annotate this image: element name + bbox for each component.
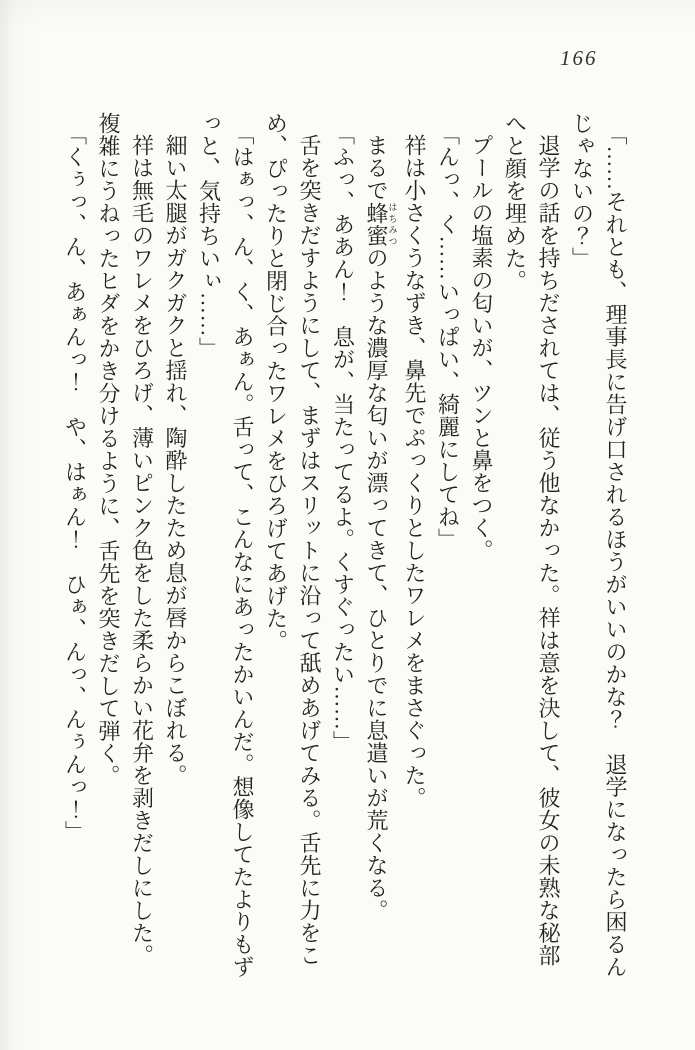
text-line: 細い太腿がガクガクと揺れ、陶酔したため息が唇からこぼれる。 xyxy=(163,134,188,787)
text-line: 「んっ、く……いっぱい、綺麗にしてね」 xyxy=(435,123,461,551)
text-line: っと、気持ちいぃ……」 xyxy=(196,112,222,360)
page-number: 166 xyxy=(560,46,598,70)
text-line: 複雑にうねったヒダをかき分けるように、舌先を突きだして弾く。 xyxy=(96,112,121,787)
text-line: め、ぴったりと閉じ合ったワレメをひろげてあげた。 xyxy=(263,112,289,652)
text-line: 「くぅっ、ん、あぁんっ！ や、はぁん！ ひぁ、んっ、んぅんっ！」 xyxy=(62,123,88,843)
text-line: 退学の話を持ちだされては、従う他なかった。祥は意を決して、彼女の未熟な秘部 xyxy=(536,134,561,967)
text-line: プールの塩素の匂いが、ツンと鼻をつく。 xyxy=(469,134,494,562)
text-line: まるで蜂蜜はちみつのような濃厚な匂いが漂ってきて、ひとりでに息遣いが荒くなる。 xyxy=(364,134,398,922)
furigana-reading: はちみつ xyxy=(387,201,398,247)
text-line: 舌を突きだすようにして、まずはスリットに沿って舐めあげてみる。舌先に力をこ xyxy=(297,134,322,967)
text-line: 「ふっ、ああん！ 息が、当たってるよ。くすぐったい……」 xyxy=(330,123,356,753)
text-line: 祥は小さくうなずき、鼻先でぷっくりとしたワレメをまさぐった。 xyxy=(402,134,427,809)
text-line: 「……それとも、理事長に告げ口されるほうがいいのかな？ 退学になったら困るん xyxy=(603,123,628,978)
text-line: 「はぁっ、ん、く、あぁん。舌って、こんなにあったかいんだ。想像してたよりもず xyxy=(230,123,255,978)
text-line: へと顔を埋めた。 xyxy=(502,112,528,292)
text-line: じゃないの？」 xyxy=(569,112,595,270)
body-text xyxy=(62,112,632,978)
text-line: 祥は無毛のワレメをひろげ、薄いピンク色をした柔らかい花弁を剥きだしにした。 xyxy=(129,134,155,967)
furigana-word: 蜂蜜はちみつ xyxy=(364,201,398,247)
